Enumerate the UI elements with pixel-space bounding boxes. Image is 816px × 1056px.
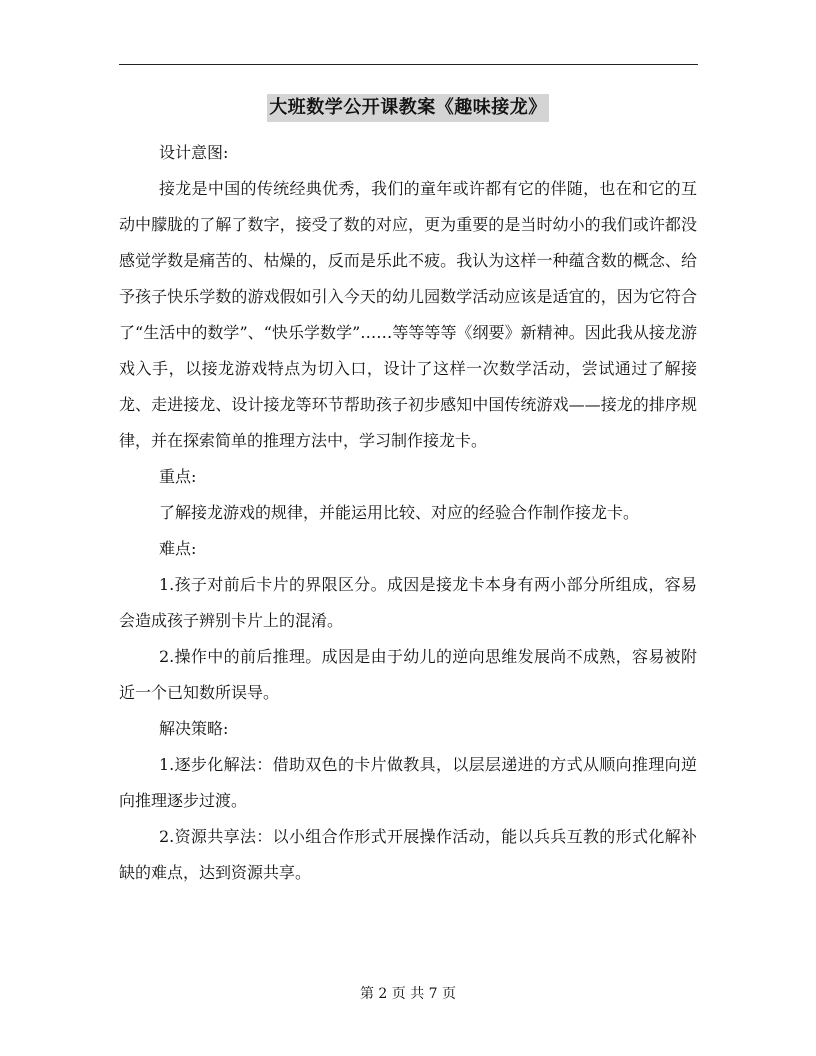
paragraph-strategy-1: 1.逐步化解法：借助双色的卡片做教具，以层层递进的方式从顺向推理向逆向推理逐步过渡。 [119,755,697,810]
page-footer [0,984,816,1004]
heading-key-point: 重点: [159,467,197,486]
heading-strategy: 解决策略: [159,719,229,738]
heading-difficulty: 难点: [159,539,197,558]
paragraph-key-point: 了解接龙游戏的规律，并能运用比较、对应的经验合作制作接龙卡。 [159,503,640,522]
document-title: 大班数学公开课教案《趣味接龙》 [267,94,549,122]
heading-design-intent: 设计意图: [159,143,229,162]
page-number: 第 2 页 共 7 页 [359,986,457,1002]
paragraph-difficulty-2: 2.操作中的前后推理。成因是由于幼儿的逆向思维发展尚不成熟，容易被附近一个已知数所误导。 [119,647,697,702]
title-container [0,94,816,122]
paragraph-design-intent: 接龙是中国的传统经典优秀，我们的童年或许都有它的伴随，也在和它的互动中朦胧的了解了数字，接受了数的对应，更为重要的是当时幼小的我们或许都没感觉学数是痛苦的、枯燥的，反而是乐此不疲。我认为这样一种蕴含数的概念、给予孩子快乐学数的游戏假如引入今天的幼儿园数学活动应该是适宜的，因为它符合了“生活中的数学”、“快乐学数学”……等等等等《纲要》新精神。因此我从接龙游戏入手，以接龙游戏特点为切入口，设计了这样一次数学活动，尝试通过了解接龙、走进接龙、设计接龙等环节帮助孩子初步感知中国传统游戏——接龙的排序规律，并在探索简单的推理方法中，学习制作接龙卡。 [119,179,697,450]
paragraph-difficulty-1: 1.孩子对前后卡片的界限区分。成因是接龙卡本身有两小部分所组成，容易会造成孩子辨别卡片上的混淆。 [119,575,697,630]
header-rule [119,64,698,65]
paragraph-strategy-2: 2.资源共享法：以小组合作形式开展操作活动，能以兵兵互教的形式化解补缺的难点，达到资源共享。 [119,827,697,882]
document-body [119,135,697,891]
